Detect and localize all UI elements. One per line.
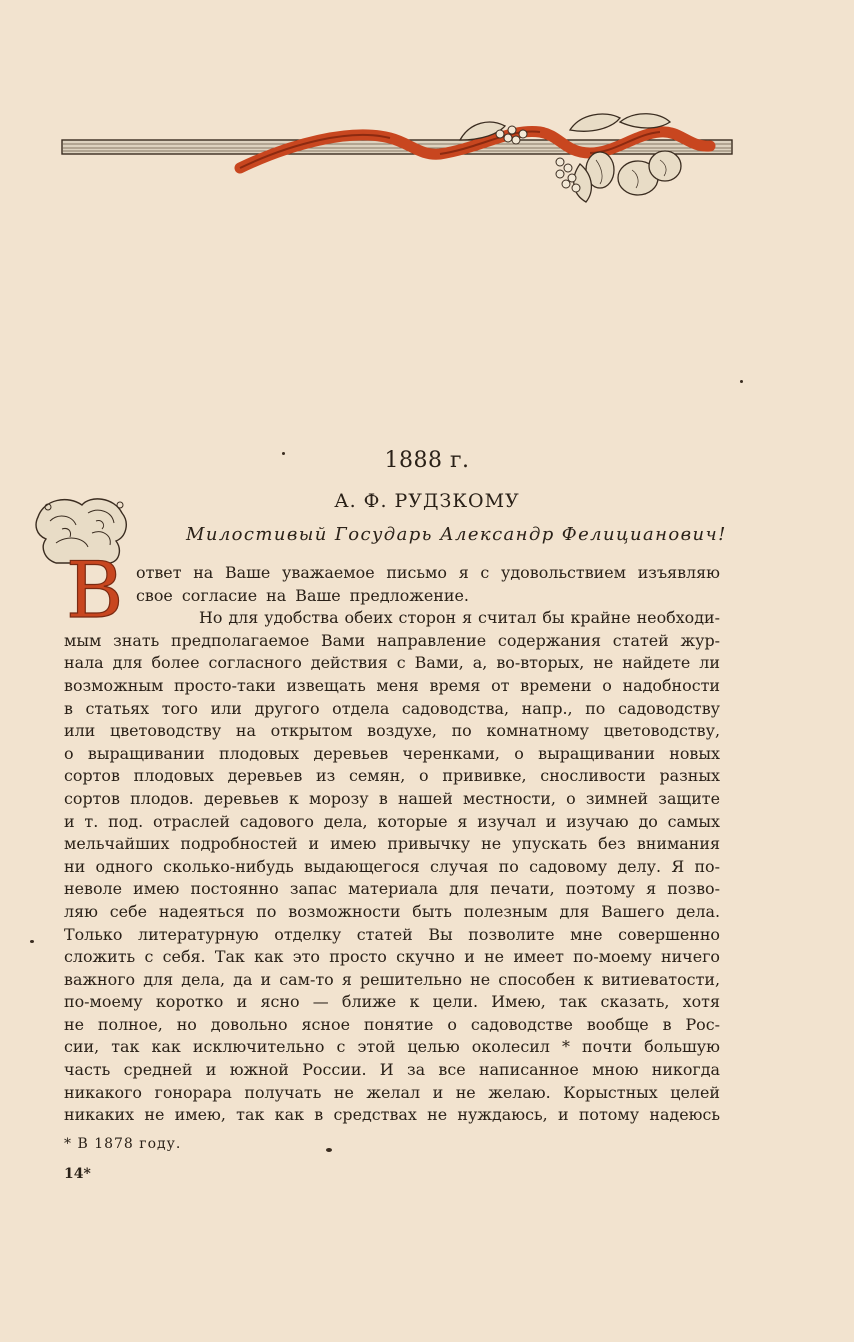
footnote: * В 1878 году. [64, 1136, 182, 1152]
letter-salutation: Милостивый Государь Александр Фелицианович! [186, 524, 727, 545]
body-line: важного для дела, да и сам-то я решительно не способен к витиеватости, [64, 969, 720, 989]
body-line: о выращивании плодовых деревьев черенками, о выращивании новых [64, 743, 720, 763]
body-line: по-моему коротко и ясно — ближе к цели. Имею, так сказать, хотя [64, 992, 720, 1012]
body-line: Только литературную отделку статей Вы позволите мне совершенно [64, 924, 720, 944]
ink-speck [282, 452, 285, 455]
body-line: ответ на Ваше уважаемое письмо я с удовольствием изъявляю [136, 563, 720, 582]
body-line: сии, так как исключительно с этой целью околесил * почти большую [64, 1037, 720, 1057]
body-line: нала для более согласного действия с Вами, а, во-вторых, не найдете ли [64, 653, 720, 673]
ink-speck [30, 940, 34, 943]
body-line: никакого гонорара получать не желал и не желаю. Корыстных целей [64, 1082, 720, 1102]
ink-speck [326, 1148, 332, 1152]
ribbon-branch-ornament [60, 108, 736, 208]
body-line: не полное, но довольно ясное понятие о садоводстве вообще в Рос- [64, 1014, 720, 1034]
body-line: в статьях того или другого отдела садоводства, напр., по садоводству [64, 698, 720, 718]
body-line: мым знать предполагаемое Вами направление содержания статей жур- [64, 630, 720, 650]
ink-speck [740, 380, 743, 383]
body-line: и т. под. отраслей садового дела, которые я изучал и изучаю до самых [64, 811, 720, 831]
body-line: часть средней и южной России. И за все написанное мною никогда [64, 1060, 720, 1080]
dropcap-letter: В [66, 546, 124, 623]
page-number: 14* [64, 1166, 91, 1182]
body-line: никаких не имею, так как в средствах не нуждаюсь, и потому надеюсь [64, 1105, 720, 1125]
body-line: сложить с себя. Так как это просто скучно и не имеет по-моему ничего [64, 947, 720, 967]
body-line: свое согласие на Ваше предложение. [136, 585, 469, 605]
letter-year: 1888 г. [384, 448, 470, 473]
body-line: неволе имею постоянно запас материала для печати, поэтому я позво- [64, 879, 720, 899]
body-line: или цветоводству на открытом воздухе, по комнатному цветоводству, [64, 721, 720, 741]
body-line: возможным просто-таки извещать меня время от времени о надобности [64, 675, 720, 695]
body-line: сортов плодов. деревьев к морозу в нашей местности, о зимней защите [64, 788, 720, 808]
body-line: сортов плодовых деревьев из семян, о прививке, сносливости разных [64, 766, 720, 786]
letter-recipient: А. Ф. РУДЗКОМУ [334, 490, 520, 512]
body-line: Но для удобства обеих сторон я считал бы крайне необходи- [199, 608, 720, 628]
letter-body [64, 562, 720, 1127]
body-line: мельчайших подробностей и имею привычку не упускать без внимания [64, 834, 720, 854]
body-line: ляю себе надеяться по возможности быть полезным для Вашего дела. [64, 901, 720, 921]
body-line: ни одного сколько-нибудь выдающегося случая по садовому делу. Я по- [64, 856, 720, 876]
